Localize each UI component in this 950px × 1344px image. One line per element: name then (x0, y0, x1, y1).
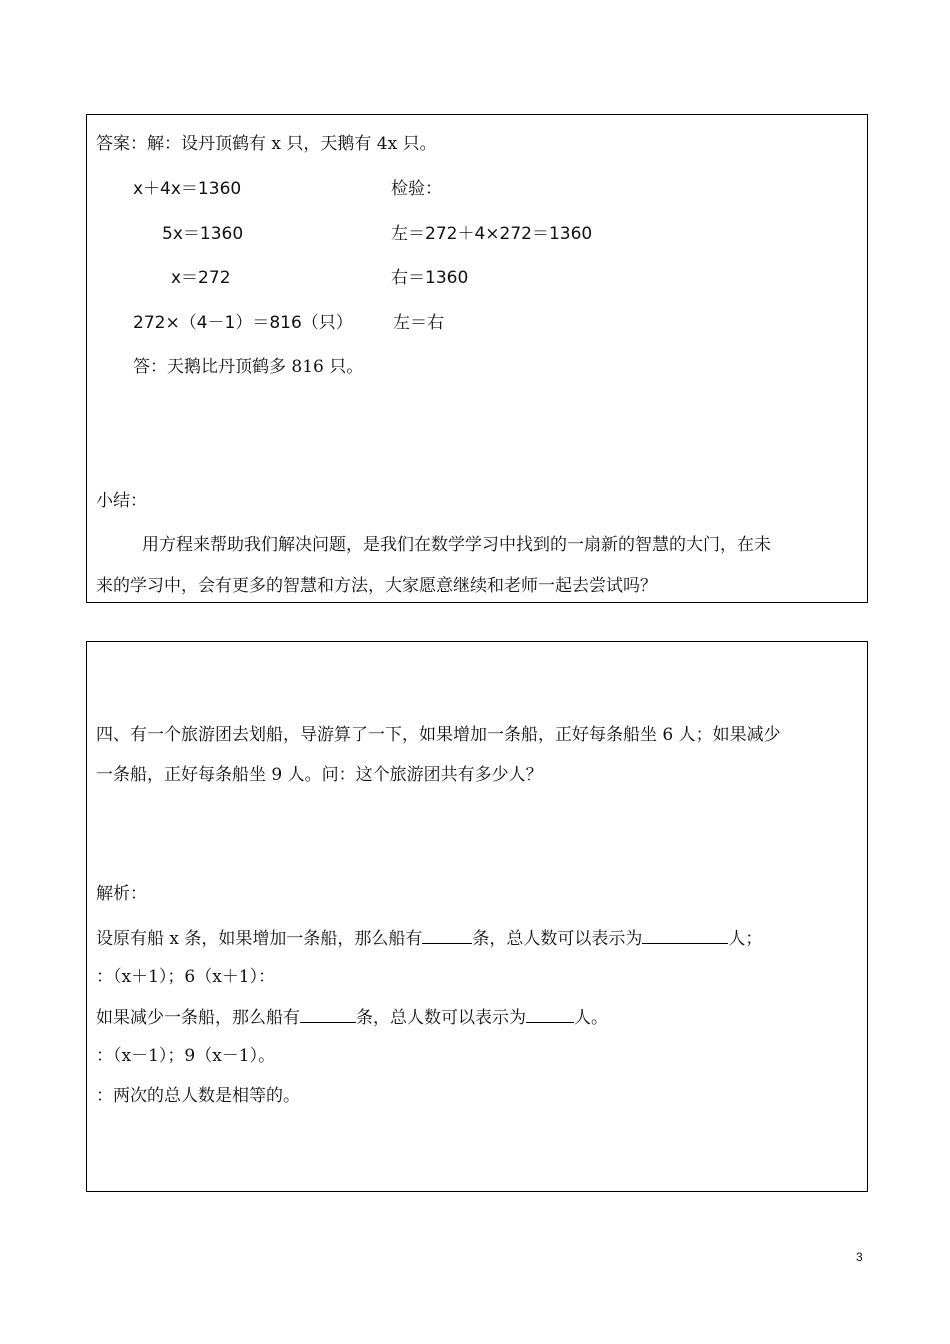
summary-label: 小结： (96, 491, 147, 511)
summary-line-1: 用方程来帮助我们解决问题，是我们在数学学习中找到的一扇新的智慧的大门，在未 (142, 535, 771, 555)
equation-3: x＝272 (171, 268, 231, 288)
answer-intro: 答案：解：设丹顶鹤有 x 只，天鹅有 4x 只。 (96, 134, 437, 154)
problem-4-line-2: 一条船，正好每条船坐 9 人。问：这个旅游团共有多少人？ (96, 765, 543, 785)
check-equal: 左＝右 (393, 313, 444, 333)
summary-line-2: 来的学习中，会有更多的智慧和方法，大家愿意继续和老师一起去尝试吗？ (96, 576, 657, 596)
equation-1: x＋4x＝1360 (133, 179, 242, 199)
problem-box (86, 641, 868, 1192)
analysis-line-4: ：（x－1）；9（x－1）。 (96, 1046, 276, 1066)
analysis-line-1 (96, 927, 762, 949)
check-left: 左＝272＋4×272＝1360 (391, 224, 593, 244)
analysis-line-3-part-a: 如果减少一条船，那么船有 (96, 1008, 300, 1028)
fill-blank (300, 1006, 356, 1023)
analysis-line-3-part-c: 人。 (574, 1008, 608, 1028)
page-number: 3 (856, 1250, 863, 1264)
fill-blank (422, 927, 472, 944)
equation-4: 272×（4－1）＝816（只） (133, 313, 353, 333)
analysis-line-3 (96, 1006, 608, 1028)
analysis-line-2: ：（x＋1）；6（x＋1）： (96, 967, 276, 987)
final-answer: 答：天鹅比丹顶鹤多 816 只。 (133, 357, 364, 377)
fill-blank (526, 1006, 574, 1023)
check-right: 右＝1360 (391, 268, 469, 288)
check-label: 检验： (391, 179, 442, 199)
analysis-label: 解析： (96, 884, 147, 904)
analysis-line-1-part-a: 设原有船 x 条，如果增加一条船，那么船有 (96, 929, 423, 949)
analysis-line-1-part-c: 人； (728, 929, 763, 949)
analysis-line-3-part-b: 条，总人数可以表示为 (356, 1008, 526, 1028)
problem-4-line-1: 四、有一个旅游团去划船，导游算了一下，如果增加一条船，正好每条船坐 6 人；如果减少 (96, 725, 781, 745)
equation-2: 5x＝1360 (162, 224, 244, 244)
analysis-line-1-part-b: 条，总人数可以表示为 (472, 929, 643, 949)
fill-blank (642, 927, 728, 944)
analysis-line-5: ：两次的总人数是相等的。 (96, 1086, 300, 1106)
